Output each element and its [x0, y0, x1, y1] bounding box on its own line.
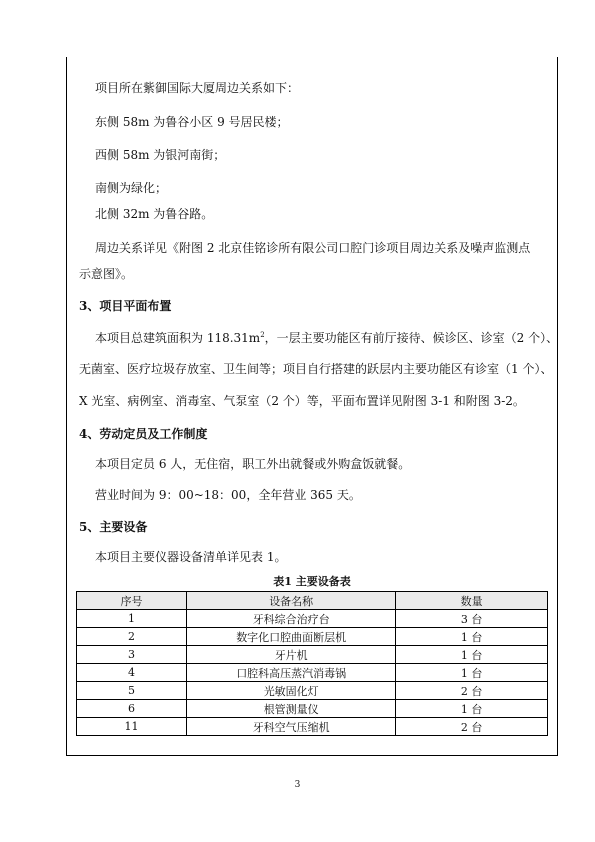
cell-device-name: 牙片机 [187, 646, 396, 664]
cell-index: 2 [77, 628, 187, 646]
cell-index: 5 [77, 682, 187, 700]
paragraph-figure-ref-line1: 周边关系详见《附图 2 北京佳铭诊所有限公司口腔门诊项目周边关系及噪声监测点 [95, 241, 531, 255]
cell-device-name: 根管测量仪 [187, 700, 396, 718]
paragraph-east-side: 东侧 58m 为鲁谷小区 9 号居民楼； [95, 115, 289, 129]
section3-heading: 3、项目平面布置 [79, 299, 172, 313]
cell-quantity: 1 台 [396, 700, 548, 718]
cell-quantity: 2 台 [396, 718, 548, 736]
paragraph-south-side: 南侧为绿化； [95, 181, 168, 195]
cell-device-name: 牙科空气压缩机 [187, 718, 396, 736]
paragraph-north-side: 北侧 32m 为鲁谷路。 [95, 207, 214, 221]
cell-index: 1 [77, 610, 187, 628]
section4-heading: 4、劳动定员及工作制度 [79, 427, 208, 441]
paragraph-figure-ref-line2: 示意图》。 [79, 267, 134, 281]
cell-device-name: 牙科综合治疗台 [187, 610, 396, 628]
table-row [77, 664, 548, 682]
table-row [77, 700, 548, 718]
page-number: 3 [294, 780, 301, 790]
section5-line1: 本项目主要仪器设备清单详见表 1。 [95, 550, 287, 564]
cell-quantity: 1 台 [396, 664, 548, 682]
cell-device-name: 数字化口腔曲面断层机 [187, 628, 396, 646]
cell-index: 11 [77, 718, 187, 736]
header-index: 序号 [77, 592, 187, 610]
paragraph-west-side: 西侧 58m 为银河南街； [95, 148, 226, 162]
table-caption: 表1 主要设备表 [273, 575, 351, 588]
equipment-table [76, 591, 548, 736]
section3-line1: 本项目总建筑面积为 $118.31m^2$，一层主要功能区有前厅接待、候诊区、诊室（2 个）、 [95, 331, 559, 345]
table-row [77, 610, 548, 628]
table-row [77, 646, 548, 664]
section4-line2: 营业时间为 9：00~18：00，全年营业 365 天。 [95, 488, 361, 502]
cell-quantity: 3 台 [396, 610, 548, 628]
section3-line2: 无菌室、医疗垃圾存放室、卫生间等；项目自行搭建的跃层内主要功能区有诊室（1 个）、 [79, 362, 553, 376]
table-row [77, 628, 548, 646]
table-row [77, 682, 548, 700]
cell-index: 4 [77, 664, 187, 682]
cell-quantity: 1 台 [396, 646, 548, 664]
cell-device-name: 光敏固化灯 [187, 682, 396, 700]
cell-quantity: 2 台 [396, 682, 548, 700]
table-row [77, 718, 548, 736]
header-device-name: 设备名称 [187, 592, 396, 610]
paragraph-surroundings-intro: 项目所在紫御国际大厦周边关系如下： [95, 81, 300, 95]
header-quantity: 数量 [396, 592, 548, 610]
section4-line1: 本项目定员 6 人，无住宿，职工外出就餐或外购盒饭就餐。 [95, 457, 411, 471]
cell-index: 6 [77, 700, 187, 718]
cell-device-name: 口腔科高压蒸汽消毒锅 [187, 664, 396, 682]
section5-heading: 5、主要设备 [79, 520, 148, 534]
cell-quantity: 1 台 [396, 628, 548, 646]
table-header-row [77, 592, 548, 610]
section3-line3: X 光室、病例室、消毒室、气泵室（2 个）等，平面布置详见附图 3-1 和附图 3-2。 [79, 394, 525, 408]
cell-index: 3 [77, 646, 187, 664]
